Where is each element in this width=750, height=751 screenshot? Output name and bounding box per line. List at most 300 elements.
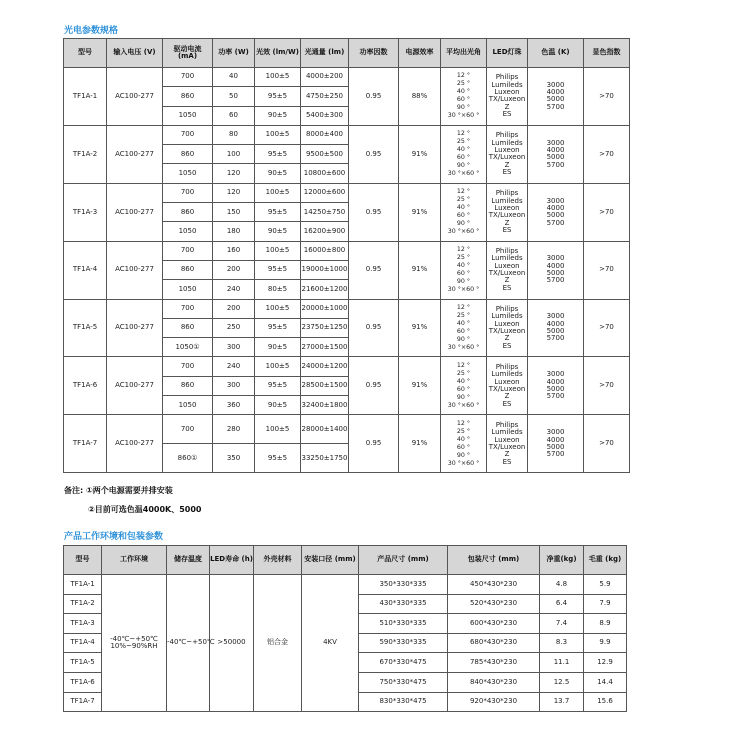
- cri-cell: >70: [584, 357, 630, 415]
- product-size-cell: 510*330*335: [359, 614, 448, 634]
- efficacy-cell: 100±5: [255, 415, 301, 444]
- flux-cell: 9500±500: [301, 145, 349, 164]
- env-model-cell: TF1A-3: [64, 614, 102, 634]
- work-env-line: 10%~90%RH: [110, 642, 158, 651]
- spec-header-cell: 输入电压 (V): [107, 39, 163, 68]
- led-line: TX/Luxeon Z: [488, 211, 526, 227]
- beam-angle-cell: [441, 241, 487, 299]
- voltage-cell: AC100-277: [107, 68, 163, 126]
- led-line: Luxeon: [494, 145, 520, 154]
- package-size-cell: 920*430*230: [448, 692, 540, 712]
- led-line: ES: [502, 341, 512, 350]
- cct-cell: [528, 415, 584, 473]
- pf-cell: 0.95: [349, 299, 399, 357]
- env-header-cell: 净重(kg): [540, 546, 584, 575]
- package-size-cell: 520*430*230: [448, 594, 540, 614]
- cri-cell: >70: [584, 68, 630, 126]
- power-cell: 300: [213, 338, 255, 357]
- spec-header-cell: 功率 (W): [213, 39, 255, 68]
- cct-value: 4000: [546, 377, 565, 386]
- beam-angle: 60 °: [456, 212, 471, 220]
- cct-value: 3000: [546, 254, 565, 263]
- power-cell: 80: [213, 125, 255, 144]
- led-cell: [487, 415, 528, 473]
- efficacy-cell: 95±5: [255, 444, 301, 473]
- efficacy-cell: 95±5: [255, 376, 301, 395]
- current-cell: 700: [163, 415, 213, 444]
- power-cell: 180: [213, 222, 255, 241]
- model-cell: TF1A-5: [64, 299, 107, 357]
- beam-angle: 60 °: [456, 443, 471, 451]
- cct-value: 5700: [546, 160, 565, 169]
- cct-value: 5000: [546, 442, 565, 451]
- cct-cell: [528, 357, 584, 415]
- beam-angle: 40 °: [456, 146, 471, 154]
- led-line: Luxeon: [494, 377, 520, 386]
- gross-weight-cell: 15.6: [584, 692, 627, 712]
- cct-value: 4000: [546, 261, 565, 270]
- spec-header-cell: 色温 (K): [528, 39, 584, 68]
- spec-section-title: 光电参数规格: [64, 26, 119, 36]
- efficiency-cell: 91%: [399, 357, 441, 415]
- net-weight-cell: 7.4: [540, 614, 584, 634]
- beam-angle: 90 °: [456, 336, 471, 343]
- beam-angle-cell: [441, 125, 487, 183]
- env-table: [63, 545, 627, 712]
- cct-value: 4000: [546, 145, 565, 154]
- spec-header-cell: 光效 (lm/W): [255, 39, 301, 68]
- cct-value: 5700: [546, 334, 565, 343]
- package-size-cell: 840*430*230: [448, 672, 540, 692]
- net-weight-cell: 4.8: [540, 575, 584, 595]
- cct-value: 4000: [546, 88, 565, 97]
- led-line: Philips: [495, 247, 519, 256]
- led-line: Lumileds: [491, 370, 523, 379]
- spec-header-cell: 显色指数: [584, 39, 630, 68]
- power-cell: 40: [213, 68, 255, 87]
- cct-cell: [528, 241, 584, 299]
- package-size-cell: 680*430*230: [448, 633, 540, 653]
- led-cell: [487, 357, 528, 415]
- cct-value: 5000: [546, 327, 565, 335]
- beam-angle: 60 °: [456, 328, 471, 335]
- efficacy-cell: 95±5: [255, 260, 301, 279]
- current-cell: 860: [163, 376, 213, 395]
- flux-cell: 12000±600: [301, 183, 349, 202]
- power-cell: 100: [213, 145, 255, 164]
- efficacy-cell: 90±5: [255, 338, 301, 357]
- beam-angle: 30 °×60 °: [447, 170, 480, 178]
- beam-angle: 25 °: [456, 254, 471, 262]
- power-cell: 250: [213, 318, 255, 337]
- flux-cell: 21600±1200: [301, 280, 349, 299]
- led-line: ES: [502, 168, 512, 177]
- voltage-cell: AC100-277: [107, 241, 163, 299]
- led-line: Lumileds: [491, 196, 523, 205]
- beam-angle: 60 °: [456, 154, 471, 162]
- cct-value: 3000: [546, 196, 565, 205]
- beam-angle: 25 °: [456, 196, 471, 204]
- led-line: Philips: [495, 73, 519, 82]
- efficacy-cell: 95±5: [255, 203, 301, 222]
- spec-header-cell: 光通量 (lm): [301, 39, 349, 68]
- spec-header-cell: 型号: [64, 39, 107, 68]
- model-cell: TF1A-1: [64, 68, 107, 126]
- cct-value: 5000: [546, 211, 565, 220]
- model-cell: TF1A-7: [64, 415, 107, 473]
- beam-angle: 90 °: [456, 393, 471, 401]
- spec-row: [64, 241, 630, 260]
- led-line: ES: [502, 110, 512, 119]
- beam-angle-cell: [441, 415, 487, 473]
- env-header-cell: 安装口径 (mm): [302, 546, 359, 575]
- env-model-cell: TF1A-1: [64, 575, 102, 595]
- led-line: ES: [502, 399, 512, 408]
- flux-cell: 20000±1000: [301, 299, 349, 318]
- led-line: Philips: [495, 362, 519, 371]
- efficacy-cell: 100±5: [255, 183, 301, 202]
- efficacy-cell: 95±5: [255, 318, 301, 337]
- beam-angle: 30 °×60 °: [447, 112, 480, 120]
- flux-cell: 19000±1000: [301, 260, 349, 279]
- current-cell: 860: [163, 203, 213, 222]
- beam-angle: 60 °: [456, 385, 471, 393]
- product-size-cell: 830*330*475: [359, 692, 448, 712]
- beam-angle: 40 °: [456, 88, 471, 96]
- flux-cell: 5400±300: [301, 106, 349, 125]
- led-cell: [487, 241, 528, 299]
- beam-angle: 30 °×60 °: [447, 344, 480, 351]
- product-size-cell: 670*330*475: [359, 653, 448, 673]
- model-cell: TF1A-6: [64, 357, 107, 415]
- env-section-title: 产品工作环境和包装参数: [64, 532, 164, 542]
- flux-cell: 16200±900: [301, 222, 349, 241]
- current-cell: 860①: [163, 444, 213, 473]
- beam-angle: 90 °: [456, 451, 471, 459]
- gross-weight-cell: 12.9: [584, 653, 627, 673]
- efficiency-cell: 91%: [399, 415, 441, 473]
- env-model-cell: TF1A-7: [64, 692, 102, 712]
- beam-angle: 40 °: [456, 204, 471, 212]
- env-header-cell: 毛重 (kg): [584, 546, 627, 575]
- flux-cell: 14250±750: [301, 203, 349, 222]
- led-line: Philips: [495, 189, 519, 198]
- cct-cell: [528, 183, 584, 241]
- efficiency-cell: 91%: [399, 299, 441, 357]
- cct-value: 3000: [546, 370, 565, 379]
- spec-row: [64, 415, 630, 444]
- flux-cell: 4750±250: [301, 87, 349, 106]
- flux-cell: 33250±1750: [301, 444, 349, 473]
- cct-value: 5700: [546, 102, 565, 111]
- beam-angle: 40 °: [456, 262, 471, 270]
- led-line: ES: [502, 457, 512, 466]
- efficiency-cell: 91%: [399, 183, 441, 241]
- power-cell: 300: [213, 376, 255, 395]
- net-weight-cell: 6.4: [540, 594, 584, 614]
- led-line: Luxeon: [494, 88, 520, 97]
- beam-angle: 30 °×60 °: [447, 401, 480, 409]
- led-line: ES: [502, 283, 512, 292]
- env-model-cell: TF1A-2: [64, 594, 102, 614]
- life-cell: >50000: [210, 575, 254, 712]
- flux-cell: 16000±800: [301, 241, 349, 260]
- current-cell: 700: [163, 183, 213, 202]
- current-cell: 1050①: [163, 338, 213, 357]
- package-size-cell: 600*430*230: [448, 614, 540, 634]
- voltage-cell: AC100-277: [107, 299, 163, 357]
- spec-table: [63, 38, 630, 473]
- cri-cell: >70: [584, 299, 630, 357]
- flux-cell: 32400±1800: [301, 396, 349, 415]
- current-cell: 1050: [163, 106, 213, 125]
- material-cell: 铝合金: [254, 575, 302, 712]
- beam-angle: 12 °: [456, 246, 471, 254]
- storage-cell: -40℃~+50℃: [167, 575, 210, 712]
- efficacy-cell: 95±5: [255, 87, 301, 106]
- current-cell: 1050: [163, 280, 213, 299]
- led-cell: [487, 68, 528, 126]
- led-line: Philips: [495, 304, 519, 313]
- gross-weight-cell: 9.9: [584, 633, 627, 653]
- beam-angle: 12 °: [456, 419, 471, 427]
- led-line: Luxeon: [494, 319, 520, 328]
- beam-angle: 25 °: [456, 80, 471, 88]
- beam-angle: 25 °: [456, 427, 471, 435]
- led-line: Lumileds: [491, 312, 523, 321]
- current-cell: 860: [163, 260, 213, 279]
- beam-angle: 12 °: [456, 188, 471, 196]
- cct-value: 4000: [546, 203, 565, 212]
- gross-weight-cell: 5.9: [584, 575, 627, 595]
- power-cell: 280: [213, 415, 255, 444]
- cct-value: 5000: [546, 153, 565, 162]
- pf-cell: 0.95: [349, 68, 399, 126]
- current-cell: 700: [163, 125, 213, 144]
- net-weight-cell: 13.7: [540, 692, 584, 712]
- work-env-line: -40℃~+50℃: [110, 634, 158, 643]
- led-line: TX/Luxeon Z: [488, 269, 526, 285]
- flux-cell: 23750±1250: [301, 318, 349, 337]
- spec-row: [64, 68, 630, 87]
- led-cell: [487, 299, 528, 357]
- spec-row: [64, 357, 630, 376]
- cct-value: 5700: [546, 218, 565, 227]
- product-size-cell: 590*330*335: [359, 633, 448, 653]
- efficiency-cell: 91%: [399, 125, 441, 183]
- efficiency-cell: 91%: [399, 241, 441, 299]
- beam-angle-cell: [441, 299, 487, 357]
- power-cell: 200: [213, 299, 255, 318]
- power-cell: 200: [213, 260, 255, 279]
- power-cell: 150: [213, 203, 255, 222]
- beam-angle: 12 °: [456, 130, 471, 138]
- cct-cell: [528, 299, 584, 357]
- env-header-cell: 包装尺寸 (mm): [448, 546, 540, 575]
- package-size-cell: 785*430*230: [448, 653, 540, 673]
- beam-angle: 30 °×60 °: [447, 459, 480, 467]
- beam-angle-cell: [441, 357, 487, 415]
- beam-angle: 30 °×60 °: [447, 286, 480, 294]
- led-line: TX/Luxeon Z: [488, 95, 526, 111]
- beam-angle-cell: [441, 68, 487, 126]
- led-line: Lumileds: [491, 138, 523, 147]
- gross-weight-cell: 7.9: [584, 594, 627, 614]
- efficacy-cell: 90±5: [255, 106, 301, 125]
- spec-row: [64, 183, 630, 202]
- cct-value: 3000: [546, 428, 565, 437]
- power-cell: 360: [213, 396, 255, 415]
- cct-value: 5700: [546, 276, 565, 285]
- flux-cell: 4000±200: [301, 68, 349, 87]
- product-size-cell: 750*330*475: [359, 672, 448, 692]
- led-line: Lumileds: [491, 80, 523, 89]
- current-cell: 860: [163, 145, 213, 164]
- beam-angle: 90 °: [456, 220, 471, 228]
- flux-cell: 8000±400: [301, 125, 349, 144]
- cri-cell: >70: [584, 125, 630, 183]
- power-cell: 120: [213, 164, 255, 183]
- pf-cell: 0.95: [349, 125, 399, 183]
- efficacy-cell: 80±5: [255, 280, 301, 299]
- current-cell: 1050: [163, 396, 213, 415]
- model-cell: TF1A-2: [64, 125, 107, 183]
- power-cell: 50: [213, 87, 255, 106]
- current-cell: 700: [163, 357, 213, 376]
- led-line: TX/Luxeon Z: [488, 153, 526, 169]
- led-line: TX/Luxeon Z: [488, 327, 526, 343]
- spec-row: [64, 299, 630, 318]
- led-line: TX/Luxeon Z: [488, 384, 526, 401]
- env-model-cell: TF1A-5: [64, 653, 102, 673]
- beam-angle: 60 °: [456, 270, 471, 278]
- product-size-cell: 430*330*335: [359, 594, 448, 614]
- beam-angle: 12 °: [456, 361, 471, 369]
- spec-header-cell: 电源效率: [399, 39, 441, 68]
- efficacy-cell: 90±5: [255, 164, 301, 183]
- pf-cell: 0.95: [349, 357, 399, 415]
- cct-value: 5700: [546, 392, 565, 401]
- led-line: ES: [502, 225, 512, 234]
- led-line: Luxeon: [494, 203, 520, 212]
- beam-angle: 25 °: [456, 312, 471, 319]
- flux-cell: 24000±1200: [301, 357, 349, 376]
- current-cell: 1050: [163, 164, 213, 183]
- model-cell: TF1A-3: [64, 183, 107, 241]
- led-cell: [487, 125, 528, 183]
- led-line: Luxeon: [494, 435, 520, 444]
- cct-value: 5000: [546, 269, 565, 278]
- beam-angle: 12 °: [456, 304, 471, 311]
- cct-value: 3000: [546, 138, 565, 147]
- env-header-cell: 产品尺寸 (mm): [359, 546, 448, 575]
- current-cell: 700: [163, 299, 213, 318]
- net-weight-cell: 8.3: [540, 633, 584, 653]
- current-cell: 1050: [163, 222, 213, 241]
- led-line: Lumileds: [491, 428, 523, 437]
- current-cell: 860: [163, 318, 213, 337]
- voltage-cell: AC100-277: [107, 357, 163, 415]
- pf-cell: 0.95: [349, 241, 399, 299]
- spec-header-cell: 平均出光角: [441, 39, 487, 68]
- efficacy-cell: 90±5: [255, 222, 301, 241]
- note-line-1: 备注: ①两个电源需要并排安装: [64, 486, 173, 495]
- cct-value: 5000: [546, 384, 565, 393]
- led-line: TX/Luxeon Z: [488, 442, 526, 459]
- net-weight-cell: 12.5: [540, 672, 584, 692]
- flux-cell: 28000±1400: [301, 415, 349, 444]
- efficacy-cell: 95±5: [255, 145, 301, 164]
- package-size-cell: 450*430*230: [448, 575, 540, 595]
- beam-angle: 12 °: [456, 72, 471, 80]
- net-weight-cell: 11.1: [540, 653, 584, 673]
- spec-row: [64, 125, 630, 144]
- beam-angle-cell: [441, 183, 487, 241]
- spec-header-cell: 功率因数: [349, 39, 399, 68]
- cct-cell: [528, 68, 584, 126]
- voltage-cell: AC100-277: [107, 415, 163, 473]
- beam-angle: 90 °: [456, 104, 471, 112]
- power-cell: 240: [213, 280, 255, 299]
- beam-angle: 40 °: [456, 320, 471, 327]
- cct-value: 3000: [546, 80, 565, 89]
- cct-value: 3000: [546, 312, 565, 321]
- cct-value: 5700: [546, 450, 565, 459]
- efficacy-cell: 100±5: [255, 299, 301, 318]
- voltage-cell: AC100-277: [107, 125, 163, 183]
- led-line: Philips: [495, 131, 519, 140]
- flux-cell: 28500±1500: [301, 376, 349, 395]
- spec-header-cell: 驱动电流 (mA): [163, 39, 213, 68]
- cct-cell: [528, 125, 584, 183]
- cct-value: 4000: [546, 319, 565, 328]
- power-cell: 160: [213, 241, 255, 260]
- led-line: Philips: [495, 420, 519, 429]
- current-cell: 700: [163, 241, 213, 260]
- env-model-cell: TF1A-4: [64, 633, 102, 653]
- efficacy-cell: 100±5: [255, 68, 301, 87]
- efficacy-cell: 100±5: [255, 357, 301, 376]
- beam-angle: 25 °: [456, 138, 471, 146]
- work-env-cell: [102, 575, 167, 712]
- cri-cell: >70: [584, 183, 630, 241]
- beam-angle: 90 °: [456, 278, 471, 286]
- voltage-cell: AC100-277: [107, 183, 163, 241]
- spec-header-cell: LED灯珠: [487, 39, 528, 68]
- mount-cell: 4KV: [302, 575, 359, 712]
- gross-weight-cell: 14.4: [584, 672, 627, 692]
- beam-angle: 40 °: [456, 377, 471, 385]
- power-cell: 350: [213, 444, 255, 473]
- efficacy-cell: 90±5: [255, 396, 301, 415]
- note-line-2: ②目前可选色温4000K、5000: [88, 505, 202, 514]
- env-header-cell: 外壳材料: [254, 546, 302, 575]
- led-cell: [487, 183, 528, 241]
- cct-value: 5000: [546, 95, 565, 104]
- led-line: Lumileds: [491, 254, 523, 263]
- gross-weight-cell: 8.9: [584, 614, 627, 634]
- current-cell: 860: [163, 87, 213, 106]
- pf-cell: 0.95: [349, 415, 399, 473]
- efficacy-cell: 100±5: [255, 125, 301, 144]
- flux-cell: 10800±600: [301, 164, 349, 183]
- env-header-cell: 工作环境: [102, 546, 167, 575]
- cri-cell: >70: [584, 415, 630, 473]
- cri-cell: >70: [584, 241, 630, 299]
- beam-angle: 25 °: [456, 369, 471, 377]
- env-header-cell: LED寿命 (h): [210, 546, 254, 575]
- product-size-cell: 350*330*335: [359, 575, 448, 595]
